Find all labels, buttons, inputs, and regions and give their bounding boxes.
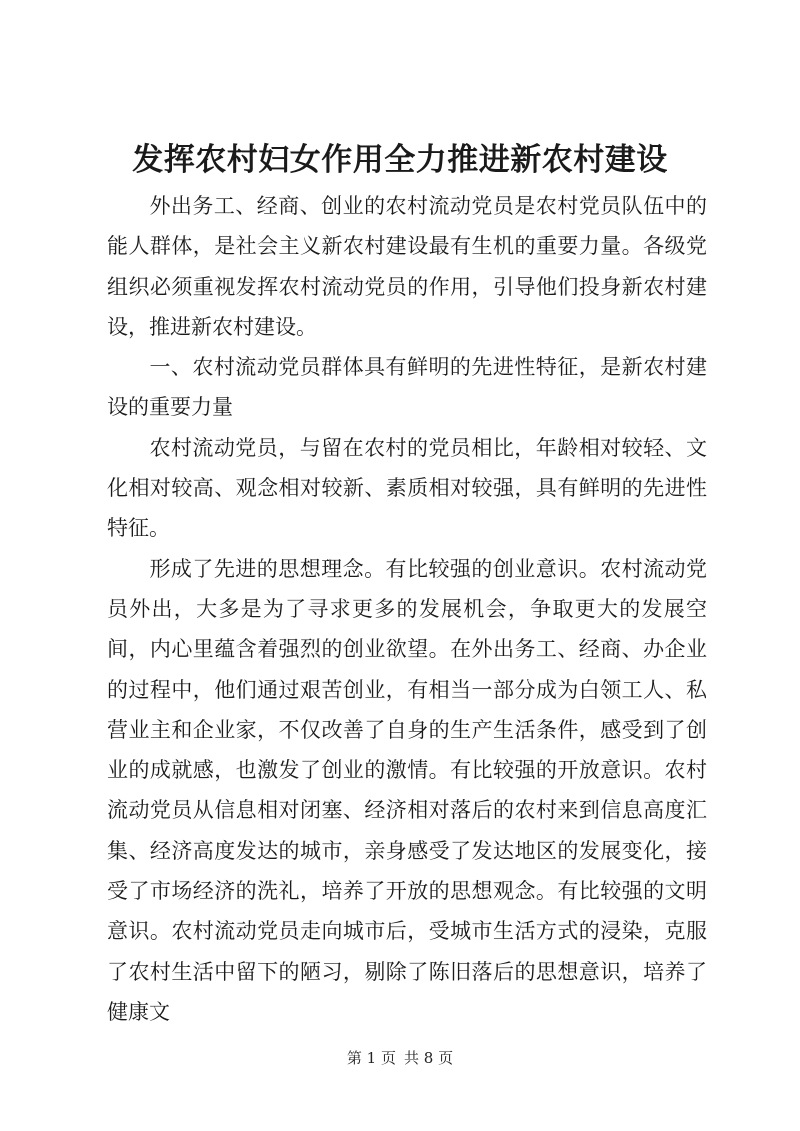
document-body (107, 186, 707, 1032)
paragraph-ideas (107, 549, 707, 1033)
document-title: 发挥农村妇女作用全力推进新农村建设 (132, 142, 668, 178)
page-total: 共 8 页 (404, 1049, 454, 1067)
paragraph-text: 一、农村流动党员群体具有鲜明的先进性特征，是新农村建设的重要力量 (107, 355, 707, 420)
paragraph-text: 农村流动党员，与留在农村的党员相比，年龄相对较轻、文化相对较高、观念相对较新、素质相对较强，具有鲜明的先进性特征。 (107, 435, 707, 541)
paragraph-text: 形成了先进的思想理念。有比较强的创业意识。农村流动党员外出，大多是为了寻求更多的发展机会，争取更大的发展空间，内心里蕴含着强烈的创业欲望。在外出务工、经商、办企业的过程中，他们通过艰苦创业，有相当一部分成为白领工人、私营业主和企业家，不仅改善了自身的生产生活条件，感受到了创业的成就感，也激发了创业的激情。有比较强的开放意识。农村流动党员从信息相对闭塞、经济相对落后的农村来到信息高度汇集、经济高度发达的城市，亲身感受了发达地区的发展变化，接受了市场经济的洗礼，培养了开放的思想观念。有比较强的文明意识。农村流动党员走向城市后，受城市生活方式的浸染，克服了农村生活中留下的陋习，剔除了陈旧落后的思想意识，培养了健康文 (107, 556, 707, 1024)
section-heading (107, 347, 707, 428)
paragraph-text: 外出务工、经商、创业的农村流动党员是农村党员队伍中的能人群体，是社会主义新农村建设最有生机的重要力量。各级党组织必须重视发挥农村流动党员的作用，引导他们投身新农村建设，推进新农村建设。 (107, 194, 707, 339)
paragraph-characteristics (107, 428, 707, 549)
paragraph-intro (107, 186, 707, 347)
page-footer (0, 1048, 800, 1068)
page-number: 第 1 页 (346, 1049, 396, 1067)
